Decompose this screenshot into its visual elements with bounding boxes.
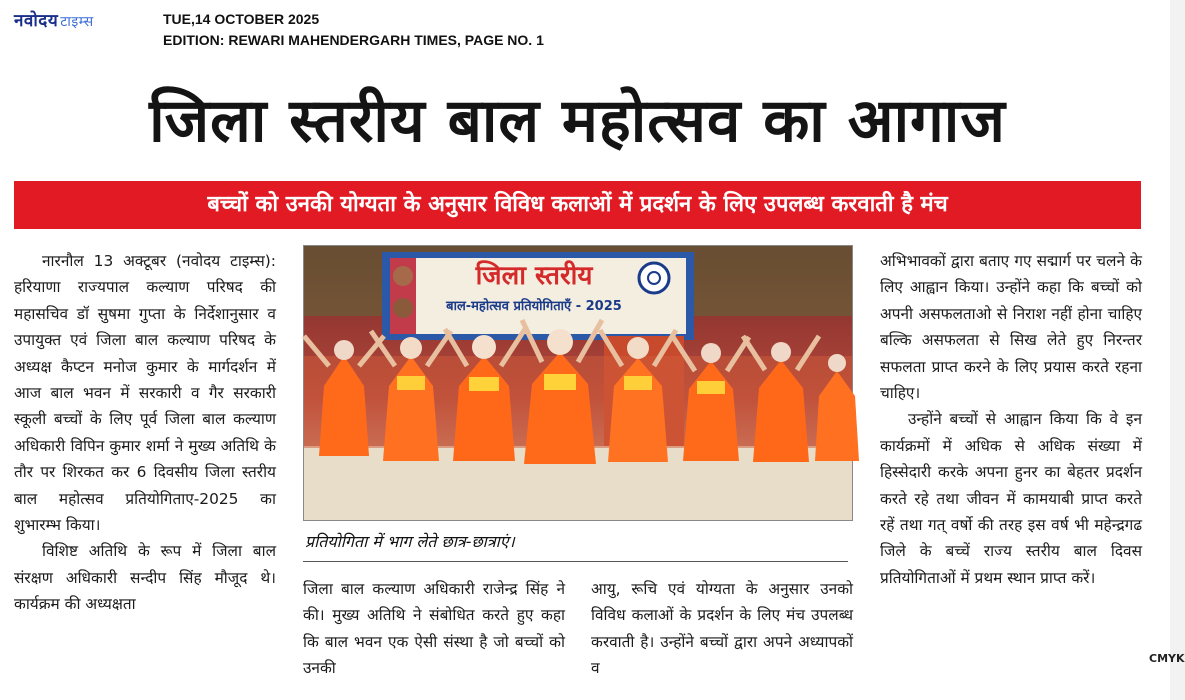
- newspaper-page: [0, 58, 1185, 700]
- logo-main: नवोदय: [14, 11, 59, 31]
- paragraph: जिला बाल कल्याण अधिकारी राजेन्द्र सिंह ने की। मुख्य अतिथि ने संबोधित करते हुए कहा कि बाल भवन एक ऐसी संस्था है जो बच्चों को उनकी: [303, 580, 565, 678]
- newspaper-logo[interactable]: [14, 8, 94, 31]
- edition-info: EDITION: REWARI MAHENDERGARH TIMES, PAGE NO. 1: [163, 32, 544, 48]
- paragraph: नारनौल 13 अक्टूबर (नवोदय टाइम्स): हरियाणा राज्यपाल कल्याण परिषद की महासचिव डॉ सुषमा गुप्ता के निर्देशानुसार व उपायुक्त एवं जिला बाल कल्याण परिषद के अध्यक्ष कैप्टन मनोज कुमार के मार्गदर्शन में आज बाल भवन में सरकारी व गैर सरकारी स्कूली बच्चों के लिए पूर्व जिला बाल कल्याण अधिकारी विपिन कुमार शर्मा ने मुख्य अतिथि के तौर पर शिरकत कर 6 दिवसीय जिला स्तरीय बाल महोत्सव प्रतियोगिताए-2025 का शुभारम्भ किया।: [14, 252, 276, 535]
- edition-date: TUE,14 OCTOBER 2025: [163, 11, 320, 27]
- print-registration-mark: CMYK: [1149, 652, 1185, 665]
- article-headline: जिला स्तरीय बाल महोत्सव का आगाज: [149, 86, 1006, 156]
- article-subheadline: बच्चों को उनकी योग्यता के अनुसार विविध कलाओं में प्रदर्शन के लिए उपलब्ध करवाती है मंच: [207, 192, 948, 217]
- paragraph: विशिष्ट अतिथि के रूप में जिला बाल संरक्षण अधिकारी सन्दीप सिंह मौजूद थे। कार्यक्रम की अध्यक्षता: [14, 542, 276, 614]
- caption-divider: [303, 561, 848, 562]
- logo-sub: टाइम्स: [60, 14, 94, 30]
- article-column-2: [303, 576, 565, 696]
- photo-dancers-performance: [304, 246, 852, 520]
- photo-caption: प्रतियोगिता में भाग लेते छात्र-छात्राएं।: [305, 532, 515, 551]
- article-column-4: [880, 248, 1142, 694]
- dateline: [163, 9, 544, 51]
- emblem-icon: [639, 263, 669, 293]
- paragraph: उन्होंने बच्चों से आह्वान किया कि वे इन कार्यक्रमों में अधिक से अधिक संख्या में हिस्सेदारी करके अपना हुनर का बेहतर प्रदर्शन करते रहे तथा जीवन में कामयाबी प्राप्त करते रहें तथा गत् वर्षो की तरह इस वर्ष भी महेन्द्रगढ जिले के बच्चें राज्य स्तरीय बाल दिवस प्रतियोगिताओं में प्रथम स्थान प्राप्त करें।: [880, 410, 1142, 587]
- paragraph: आयु, रूचि एवं योग्यता के अनुसार उनको विविध कलाओं के प्रदर्शन के लिए मंच उपलब्ध करवाती है। उन्होंने बच्चों द्वारा अपने अध्यापकों व: [591, 580, 853, 678]
- article-column-1: [14, 248, 276, 694]
- banner-title: जिला स्तरीय: [475, 261, 593, 291]
- top-bar: [0, 0, 1170, 58]
- subheadline-bar: [14, 181, 1141, 229]
- article-column-3: [591, 576, 853, 696]
- banner-subtitle: बाल-महोत्सव प्रतियोगिताएँ - 2025: [446, 299, 622, 314]
- article-photo: [303, 245, 853, 521]
- paragraph: अभिभावकों द्वारा बताए गए सद्मार्ग पर चलने के लिए आह्वान किया। उन्होंने कहा कि बच्चों को अपनी असफलताओ से निराश नहीं होना चाहिए बल्कि असफलता से सिख लेते हुए निरन्तर सफलता प्राप्त करने के लिए प्रयास करते रहना चाहिए।: [880, 252, 1142, 403]
